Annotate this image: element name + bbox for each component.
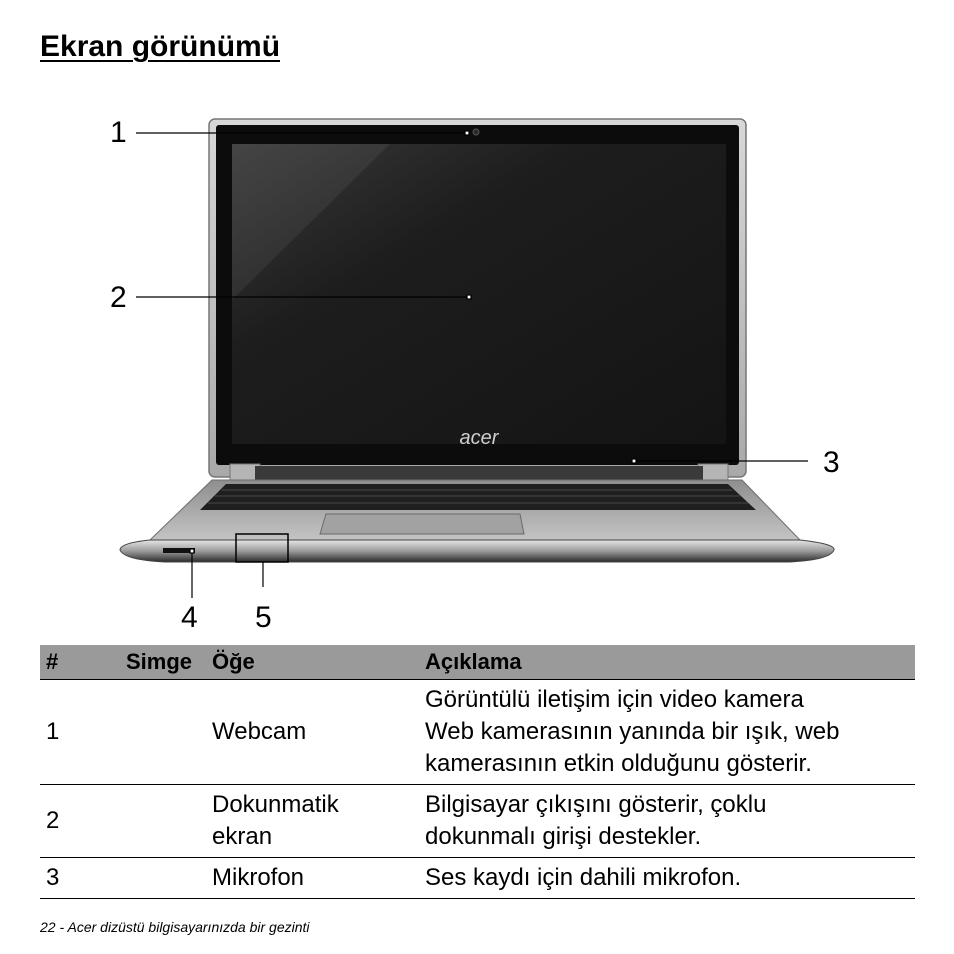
- row-icon: [120, 679, 206, 784]
- row-description: [419, 679, 915, 784]
- row-item: Mikrofon: [206, 857, 419, 898]
- row-number: 1: [40, 679, 120, 784]
- item-line: Dokunmatik: [212, 790, 339, 818]
- callout-3: 3: [823, 446, 840, 479]
- components-table: [40, 645, 915, 899]
- callout-2: 2: [110, 281, 127, 314]
- row-item: Webcam: [206, 679, 419, 784]
- keyboard: [200, 484, 756, 510]
- laptop-base: [120, 540, 834, 562]
- description-line: Bilgisayar çıkışını gösterir, çoklu: [425, 790, 767, 818]
- row-icon: [120, 857, 206, 898]
- header-description: Açıklama: [419, 645, 915, 679]
- callout-1: 1: [110, 116, 127, 149]
- webcam-lens: [473, 129, 479, 135]
- table-row: [40, 857, 915, 898]
- row-description: [419, 857, 915, 898]
- description-line: Görüntülü iletişim için video kamera: [425, 685, 804, 713]
- table-header-row: [40, 645, 915, 679]
- row-description: [419, 784, 915, 857]
- header-number: #: [40, 645, 120, 679]
- item-line: ekran: [212, 822, 273, 850]
- table-row: [40, 679, 915, 784]
- header-icon: Simge: [120, 645, 206, 679]
- hinge-bar: [255, 466, 703, 480]
- row-number: 2: [40, 784, 120, 857]
- description-line: kamerasının etkin olduğunu gösterir.: [425, 749, 812, 777]
- page-title: Ekran görünümü: [40, 30, 281, 63]
- header-item: Öğe: [206, 645, 419, 679]
- table-row: [40, 784, 915, 857]
- row-number: 3: [40, 857, 120, 898]
- callout-5: 5: [255, 601, 272, 634]
- row-item: [206, 784, 419, 857]
- touchpad: [320, 514, 524, 534]
- description-line: Ses kaydı için dahili mikrofon.: [425, 863, 742, 891]
- acer-logo: acer: [459, 427, 499, 449]
- page-footer: 22 - Acer dizüstü bilgisayarınızda bir gezinti: [40, 919, 310, 935]
- callout-4: 4: [181, 601, 198, 634]
- row-icon: [120, 784, 206, 857]
- description-line: Web kamerasının yanında bir ışık, web: [425, 717, 840, 745]
- description-line: dokunmalı girişi destekler.: [425, 822, 702, 850]
